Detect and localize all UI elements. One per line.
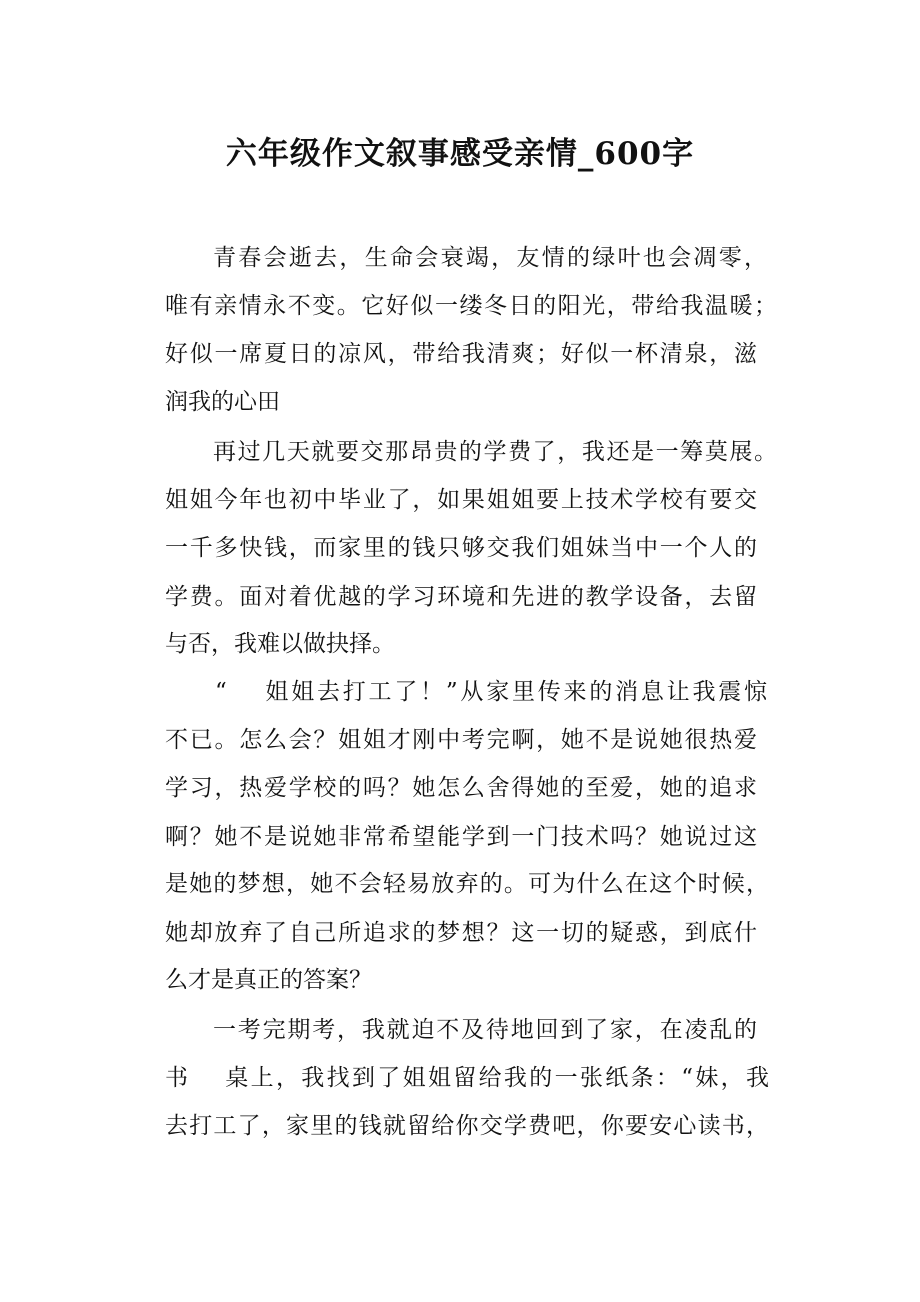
text-line: 姐姐今年也初中毕业了，如果姐姐要上技术学校有要交 <box>165 487 757 513</box>
text-line: 再过几天就要交那昂贵的学费了，我还是一筹莫展。 <box>213 439 777 465</box>
text-line: 去打工了，家里的钱就留给你交学费吧，你要安心读书， <box>165 1113 769 1139</box>
text-line: 是她的梦想，她不会轻易放弃的。可为什么在这个时候， <box>165 871 769 897</box>
text-line: 啊？她不是说她非常希望能学到一门技术吗？她说过这 <box>165 824 757 850</box>
text-line: 书 桌上，我找到了姐姐留给我的一张纸条：“妹，我 <box>165 1065 769 1091</box>
text-line: 唯有亲情永不变。它好似一缕冬日的阳光，带给我温暖； <box>165 293 777 319</box>
text-line: 润我的心田 <box>165 389 280 415</box>
text-line: 学费。面对着优越的学习环境和先进的教学设备，去留 <box>165 584 757 610</box>
text-line: 一千多快钱，而家里的钱只够交我们姐妹当中一个人的 <box>165 535 757 561</box>
text-line: 么才是真正的答案？ <box>165 967 372 993</box>
text-line: 她却放弃了自己所追求的梦想？这一切的疑惑，到底什 <box>165 920 757 946</box>
text-line: 不已。怎么会？姐姐才刚中考完啊，她不是说她很热爱 <box>165 727 757 753</box>
text-line: 一考完期考，我就迫不及待地回到了家，在凌乱的 <box>213 1017 757 1043</box>
document-title: 六年级作文叙事感受亲情_600字 <box>225 136 695 172</box>
text-line: “ 姐姐去打工了！”从家里传来的消息让我震惊 <box>215 679 767 705</box>
text-line: 好似一席夏日的凉风，带给我清爽；好似一杯清泉，滋 <box>165 341 757 367</box>
text-line: 与否，我难以做抉择。 <box>165 631 395 657</box>
text-line: 学习，热爱学校的吗？她怎么舍得她的至爱，她的追求 <box>165 775 757 801</box>
text-line: 青春会逝去，生命会衰竭，友情的绿叶也会凋零， <box>213 245 767 271</box>
